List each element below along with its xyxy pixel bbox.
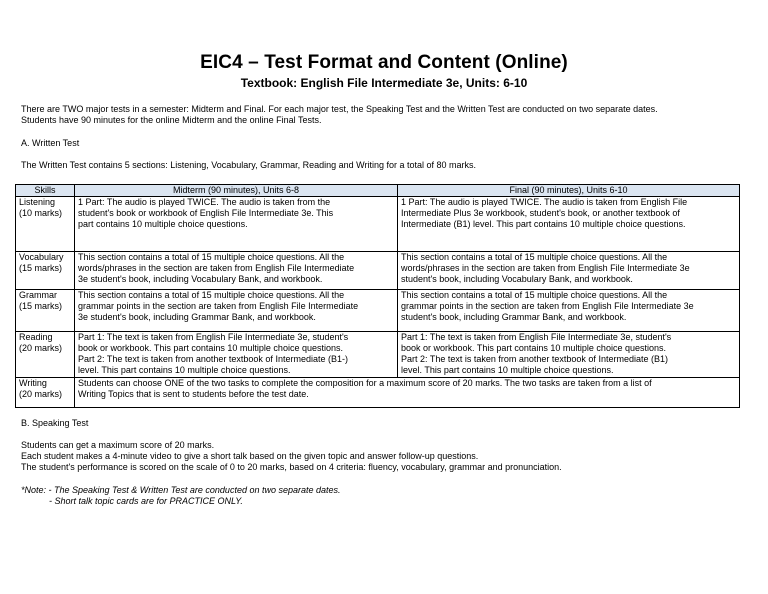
table-row-listening: [16, 197, 740, 252]
cell-line: 1 Part: The audio is played TWICE. The audio is taken from English File: [401, 197, 688, 207]
cell-line: student's book, including Grammar Bank, and workbook.: [401, 312, 627, 322]
merged-cell: [75, 378, 740, 408]
cell-line: level. This part contains 10 multiple choice questions.: [78, 365, 291, 375]
table-row-reading: [16, 332, 740, 378]
note-line-2: - Short talk topic cards are for PRACTICE ONLY.: [49, 496, 243, 506]
midterm-cell: [75, 197, 398, 252]
cell-line: Part 2: The text is taken from another textbook of Intermediate (B1): [401, 354, 668, 364]
skill-cell: [16, 252, 75, 290]
cell-line: This section contains a total of 15 multiple choice questions. All the: [401, 252, 668, 262]
cell-line: 3e student's book, including Grammar Bank, and workbook.: [78, 312, 316, 322]
cell-line: level. This part contains 10 multiple choice questions.: [401, 365, 614, 375]
cell-line: words/phrases in the section are taken from English File Intermediate 3e: [401, 263, 690, 273]
section-b-line: Each student makes a 4-minute video to give a short talk based on the given topic and answer follow-up questions.: [21, 451, 479, 461]
skill-marks: (15 marks): [19, 263, 63, 273]
intro-line-2: Students have 90 minutes for the online Midterm and the online Final Tests.: [21, 115, 322, 125]
skill-cell: [16, 378, 75, 408]
final-cell: [398, 252, 740, 290]
skill-name: Writing: [19, 378, 47, 388]
cell-line: Part 1: The text is taken from English File Intermediate 3e, student's: [401, 332, 672, 342]
cell-line: Part 1: The text is taken from English File Intermediate 3e, student's: [78, 332, 349, 342]
cell-line: Writing Topics that is sent to students before the test date.: [78, 389, 309, 399]
skill-name: Vocabulary: [19, 252, 64, 262]
skill-marks: (10 marks): [19, 208, 63, 218]
cell-line: 3e student's book, including Vocabulary Bank, and workbook.: [78, 274, 323, 284]
table-header-row: [16, 185, 740, 197]
cell-line: book or workbook. This part contains 10 multiple choice questions.: [401, 343, 666, 353]
final-cell: [398, 332, 740, 378]
skill-cell: [16, 290, 75, 332]
table-row-grammar: [16, 290, 740, 332]
page-subtitle: Textbook: English File Intermediate 3e, Units: 6-10: [240, 76, 528, 90]
cell-line: part contains 10 multiple choice questions.: [78, 219, 248, 229]
skill-cell: [16, 197, 75, 252]
section-b-heading: B. Speaking Test: [21, 418, 89, 428]
cell-line: Intermediate Plus 3e workbook, student's book, or another textbook of: [401, 208, 680, 218]
test-format-table: [15, 184, 740, 408]
cell-line: Students can choose ONE of the two tasks to complete the composition for a maximum score of 20 marks. The two tasks are taken from a list of: [78, 378, 652, 388]
cell-line: This section contains a total of 15 multiple choice questions. All the: [78, 290, 345, 300]
midterm-cell: [75, 332, 398, 378]
cell-line: words/phrases in the section are taken from English File Intermediate: [78, 263, 355, 273]
midterm-cell: [75, 290, 398, 332]
table-row-writing: [16, 378, 740, 408]
cell-line: student's book or workbook of English File Intermediate 3e. This: [78, 208, 334, 218]
section-a-text: The Written Test contains 5 sections: Listening, Vocabulary, Grammar, Reading and Writing for a total of 80 marks.: [21, 160, 477, 170]
skill-name: Reading: [19, 332, 53, 342]
skill-marks: (15 marks): [19, 301, 63, 311]
header-final: Final (90 minutes), Units 6-10: [398, 185, 740, 197]
page-title: EIC4 – Test Format and Content (Online): [200, 52, 568, 73]
skill-name: Listening: [19, 197, 56, 207]
skill-name: Grammar: [19, 290, 57, 300]
table-row-vocabulary: [16, 252, 740, 290]
cell-line: book or workbook. This part contains 10 multiple choice questions.: [78, 343, 343, 353]
skill-marks: (20 marks): [19, 389, 63, 399]
header-midterm: Midterm (90 minutes), Units 6-8: [75, 185, 398, 197]
section-a-heading: A. Written Test: [21, 138, 80, 148]
final-cell: [398, 197, 740, 252]
cell-line: 1 Part: The audio is played TWICE. The audio is taken from the: [78, 197, 331, 207]
intro-line-1: There are TWO major tests in a semester: Midterm and Final. For each major test, the Speaking Test and the Written Test are conducted on two separate dates.: [21, 104, 658, 114]
cell-line: grammar points in the section are taken from English File Intermediate 3e: [401, 301, 694, 311]
section-b-line: The student's performance is scored on the scale of 0 to 20 marks, based on 4 criteria: fluency, vocabulary, grammar and pronunciation.: [21, 462, 562, 472]
cell-line: Intermediate (B1) level. This part contains 10 multiple choice questions.: [401, 219, 686, 229]
cell-line: student's book, including Vocabulary Bank, and workbook.: [401, 274, 633, 284]
cell-line: Part 2: The text is taken from another textbook of Intermediate (B1-): [78, 354, 348, 364]
midterm-cell: [75, 252, 398, 290]
note-line-1: *Note: - The Speaking Test & Written Test are conducted on two separate dates.: [21, 485, 341, 495]
cell-line: This section contains a total of 15 multiple choice questions. All the: [78, 252, 345, 262]
cell-line: This section contains a total of 15 multiple choice questions. All the: [401, 290, 668, 300]
cell-line: grammar points in the section are taken from English File Intermediate: [78, 301, 359, 311]
final-cell: [398, 290, 740, 332]
skill-cell: [16, 332, 75, 378]
section-b-line: Students can get a maximum score of 20 marks.: [21, 440, 215, 450]
skill-marks: (20 marks): [19, 343, 63, 353]
header-skills: Skills: [16, 185, 75, 197]
